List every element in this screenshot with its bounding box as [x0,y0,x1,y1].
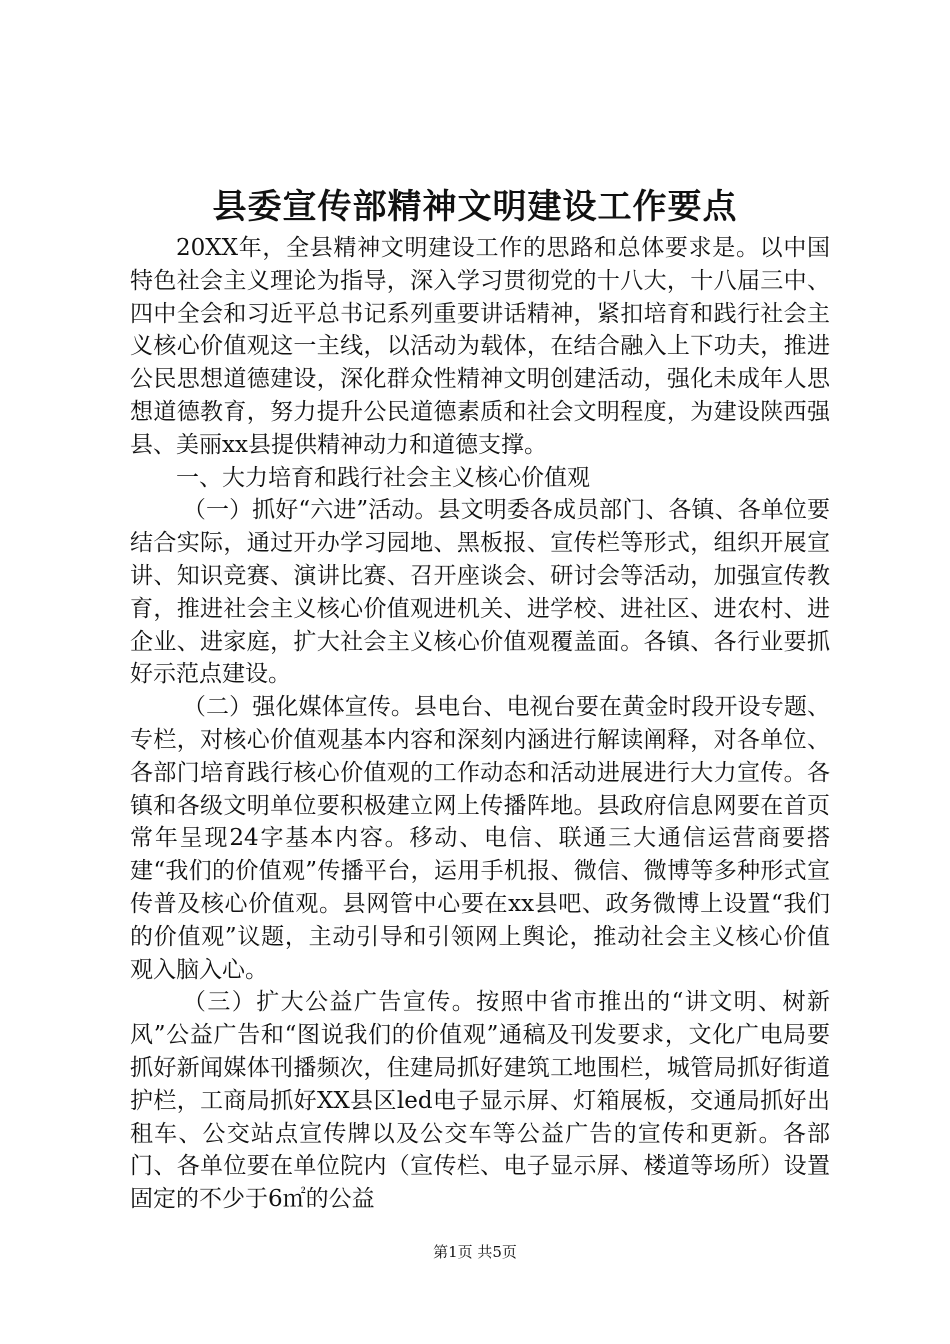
intro-paragraph: 20XX年，全县精神文明建设工作的思路和总体要求是。以中国特色社会主义理论为指导，深入学习贯彻党的十八大，十八届三中、四中全会和习近平总书记系列重要讲话精神，紧扣培育和践行社会主义核心价值观这一主线，以活动为载体，在结合融入上下功夫，推进公民思想道德建设，深化群众性精神文明创建活动，强化未成年人思想道德教育，努力提升公民道德素质和社会文明程度，为建设陕西强县、美丽xx县提供精神动力和道德支撑。 [130,235,830,458]
document-body [130,232,830,1216]
subsection-1-paragraph: （一）抓好“六进”活动。县文明委各成员部门、各镇、各单位要结合实际，通过开办学习园地、黑板报、宣传栏等形式，组织开展宣讲、知识竞赛、演讲比赛、召开座谈会、研讨会等活动，加强宣传教育，推进社会主义核心价值观进机关、进学校、进社区、进农村、进企业、进家庭，扩大社会主义核心价值观覆盖面。各镇、各行业要抓好示范点建设。 [130,497,830,688]
page-footer: 第1页 共5页 [433,1243,517,1261]
subsection-3-paragraph: （三）扩大公益广告宣传。按照中省市推出的“讲文明、树新风”公益广告和“图说我们的价值观”通稿及刊发要求，文化广电局要抓好新闻媒体刊播频次，住建局抓好建筑工地围栏，城管局抓好街道护栏，工商局抓好XX县区led电子显示屏、灯箱展板，交通局抓好出租车、公交站点宣传牌以及公交车等公益广告的宣传和更新。各部门、各单位要在单位院内（宣传栏、电子显示屏、楼道等场所）设置固定的不少于6㎡的公益 [130,989,830,1213]
section-heading-1: 一、大力培育和践行社会主义核心价值观 [176,464,590,491]
subsection-2-paragraph: （二）强化媒体宣传。县电台、电视台要在黄金时段开设专题、专栏，对核心价值观基本内容和深刻内涵进行解读阐释，对各单位、各部门培育践行核心价值观的工作动态和活动进展进行大力宣传。各镇和各级文明单位要积极建立网上传播阵地。县政府信息网要在首页常年呈现24字基本内容。移动、电信、联通三大通信运营商要搭建“我们的价值观”传播平台，运用手机报、微信、微博等多种形式宣传普及核心价值观。县网管中心要在xx县吧、政务微博上设置“我们的价值观”议题，主动引导和引领网上舆论，推动社会主义核心价值观入脑入心。 [130,694,830,983]
document-title: 县委宣传部精神文明建设工作要点 [212,187,738,227]
